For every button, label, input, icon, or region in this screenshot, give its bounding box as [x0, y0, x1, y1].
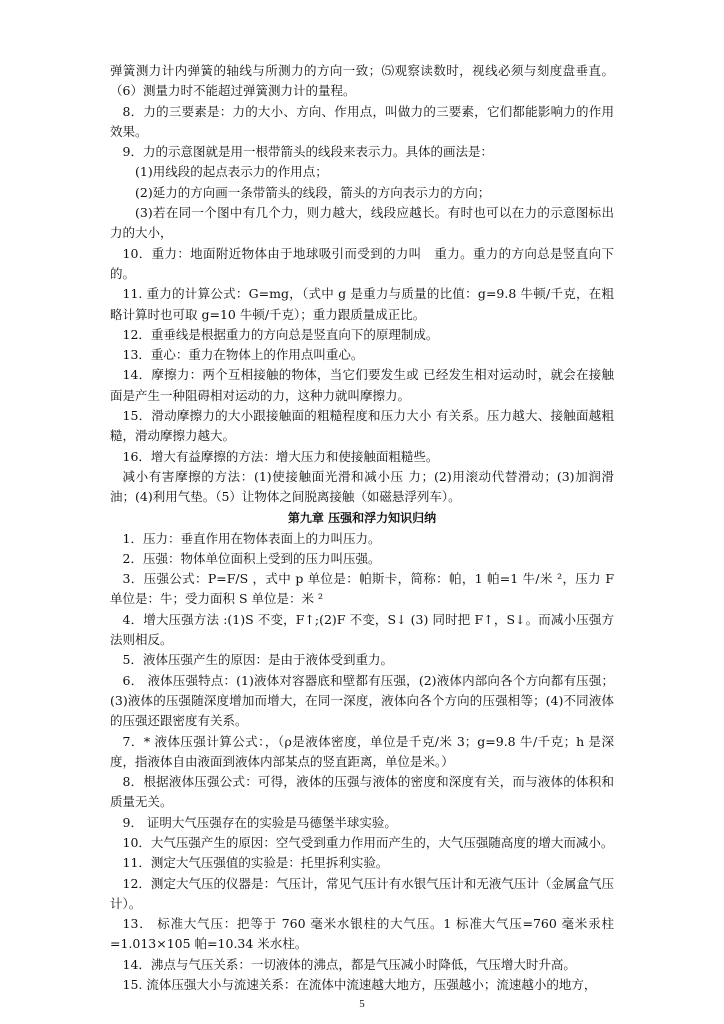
paragraph: 弹簧测力计内弹簧的轴线与所测力的方向一致；⑸观察读数时，视线必须与刻度盘垂直。（6）测量力时不能超过弹簧测力计的量程。	[110, 63, 614, 99]
paragraph: 8．根据液体压强公式：可得，液体的压强与液体的密度和深度有关，而与液体的体积和质量无关。	[110, 774, 614, 810]
paragraph: 4．增大压强方法 :(1)S 不变，F↑;(2)F 不变，S↓ (3) 同时把 F↑，S↓。而减小压强方法则相反。	[110, 611, 614, 648]
paragraph: 10．大气压强产生的原因：空气受到重力作用而产生的，大气压强随高度的增大而减小。	[122, 834, 614, 850]
chapter-8-notes	[110, 61, 614, 508]
paragraph: (3)若在同一个图中有几个力，则力越大，线段应越长。有时也可以在力的示意图标出力的大小，	[110, 205, 614, 241]
chapter-heading: 第九章 压强和浮力知识归纳	[287, 510, 437, 525]
paragraph: 14．沸点与气压关系：一切液体的沸点，都是气压减小时降低，气压增大时升高。	[122, 956, 576, 972]
paragraph: 15. 流体压强大小与流速关系：在流体中流速越大地方，压强越小；流速越小的地方，	[122, 977, 597, 993]
paragraph: 15．滑动摩擦力的大小跟接触面的粗糙程度和压力大小 有关系。压力越大、接触面越粗糙，滑动摩擦力越大。	[110, 408, 614, 444]
paragraph: 9． 证明大气压强存在的实验是马德堡半球实验。	[122, 814, 397, 830]
paragraph: 2．压强：物体单位面积上受到的压力叫压强。	[122, 550, 381, 566]
paragraph: 减小有害摩擦的方法：(1)使接触面光滑和减小压 力；(2)用滚动代替滑动；(3)加润滑油；(4)利用气垫。（5）让物体之间脱离接触（如磁悬浮列车）。	[110, 468, 614, 505]
paragraph: 6． 液体压强特点：(1)液体对容器底和壁都有压强，(2)液体内部向各个方向都有压强；(3)液体的压强随深度增加而增大，在同一深度，液体向各个方向的压强相等；(4)不同液体的压强还跟密度有关系。	[110, 672, 614, 729]
page-number: 5	[359, 998, 365, 1010]
paragraph: 12．测定大气压的仪器是：气压计，常见气压计有水银气压计和无液气压计（金属盒气压计）。	[110, 875, 614, 911]
paragraph: 8．力的三要素是：力的大小、方向、作用点，叫做力的三要素，它们都能影响力的作用效果。	[110, 103, 614, 139]
chapter-9-notes	[110, 529, 614, 996]
paragraph: 10．重力：地面附近物体由于地球吸引而受到的力叫 重力。重力的方向总是竖直向下的。	[110, 245, 614, 281]
paragraph: 16．增大有益摩擦的方法：增大压力和使接触面粗糙些。	[122, 448, 439, 464]
paragraph: (2)延力的方向画一条带箭头的线段，箭头的方向表示力的方向；	[135, 184, 491, 200]
paragraph: 7．* 液体压强计算公式：，（ρ是液体密度，单位是千克/米 3；g=9.8 牛/千克；h 是深度，指液体自由液面到液体内部某点的竖直距离，单位是米。）	[110, 733, 614, 769]
paragraph: 11. 重力的计算公式：G=mg，（式中 g 是重力与质量的比值：g=9.8 牛顿/千克，在粗略计算时也可取 g=10 牛顿/千克）；重力跟质量成正比。	[110, 286, 614, 322]
paragraph: (1)用线段的起点表示力的作用点；	[135, 164, 328, 180]
paragraph: 12．重垂线是根据重力的方向总是竖直向下的原理制成。	[122, 326, 439, 342]
paragraph: 11．测定大气压强值的实验是：托里拆利实验。	[122, 855, 389, 871]
paragraph: 5．液体压强产生的原因：是由于液体受到重力。	[122, 652, 393, 668]
page-content	[110, 61, 614, 995]
paragraph: 13． 标准大气压：把等于 760 毫米水银柱的大气压。1 标准大气压=760 毫米汞柱=1.013×105 帕=10.34 米水柱。	[110, 916, 614, 952]
paragraph: 9．力的示意图就是用一根带箭头的线段来表示力。具体的画法是：	[122, 144, 493, 160]
paragraph: 13．重心：重力在物体上的作用点叫重心。	[122, 347, 364, 363]
paragraph: 3．压强公式：P=F/S ，式中 p 单位是：帕斯卡，简称：帕，1 帕=1 牛/米 ²，压力 F 单位是：牛；受力面积 S 单位是：米 ²	[110, 571, 614, 607]
paragraph: 1．压力：垂直作用在物体表面上的力叫压力。	[122, 530, 381, 546]
paragraph: 14．摩擦力：两个互相接触的物体，当它们要发生或 已经发生相对运动时，就会在接触面是产生一种阻碍相对运动的力，这种力就叫摩擦力。	[110, 367, 614, 403]
